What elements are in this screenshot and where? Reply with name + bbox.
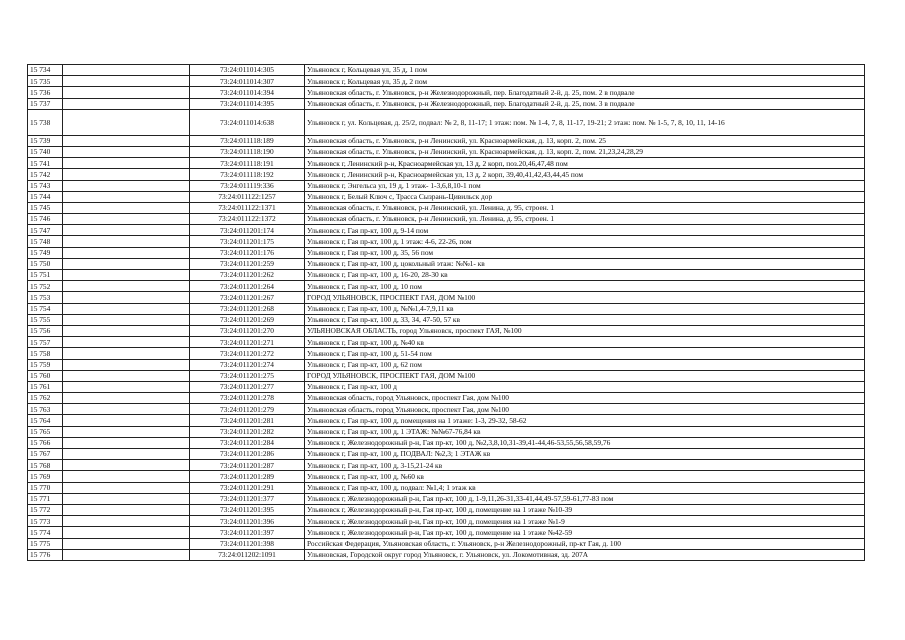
cadastral-number: 73:24:011201:270	[190, 325, 305, 336]
row-number: 15 776	[28, 549, 63, 560]
address: Ульяновск г, Гая пр-кт, 100 д, подвал: №1,4; 1 этаж кв	[305, 482, 865, 493]
empty-cell	[63, 449, 190, 460]
row-number: 15 734	[28, 65, 63, 76]
cadastral-number: 73:24:011201:277	[190, 381, 305, 392]
row-number: 15 761	[28, 381, 63, 392]
empty-cell	[63, 87, 190, 98]
row-number: 15 737	[28, 98, 63, 109]
address: Ульяновск г, Гая пр-кт, 100 д, №40 кв	[305, 337, 865, 348]
address: Ульяновская, Городской округ город Ульяновск, г. Ульяновск, ул. Локомотивная, зд. 207А	[305, 549, 865, 560]
empty-cell	[63, 415, 190, 426]
table-row	[28, 482, 865, 493]
cadastral-number: 73:24:011122:1371	[190, 202, 305, 213]
empty-cell	[63, 426, 190, 437]
row-number: 15 759	[28, 359, 63, 370]
table-row	[28, 381, 865, 392]
address: Российская Федерация, Ульяновская область, г. Ульяновск, р-н Железнодорожный, пр-кт Гая, д. 100	[305, 538, 865, 549]
address: Ульяновск г, Железнодорожный р-н, Гая пр-кт, 100 д, помещение на 1 этаже №10-39	[305, 504, 865, 515]
row-number: 15 767	[28, 449, 63, 460]
table-row	[28, 76, 865, 87]
table-row	[28, 516, 865, 527]
row-number: 15 775	[28, 538, 63, 549]
empty-cell	[63, 98, 190, 109]
empty-cell	[63, 348, 190, 359]
table-row	[28, 426, 865, 437]
empty-cell	[63, 76, 190, 87]
cadastral-number: 73:24:011201:281	[190, 415, 305, 426]
empty-cell	[63, 337, 190, 348]
cadastral-number: 73:24:011201:272	[190, 348, 305, 359]
row-number: 15 743	[28, 180, 63, 191]
row-number: 15 741	[28, 158, 63, 169]
empty-cell	[63, 325, 190, 336]
empty-cell	[63, 314, 190, 325]
address: ГОРОД УЛЬЯНОВСК, ПРОСПЕКТ ГАЯ, ДОМ №100	[305, 292, 865, 303]
row-number: 15 765	[28, 426, 63, 437]
table-row	[28, 258, 865, 269]
address: Ульяновск г, Гая пр-кт, 100 д, помещения на 1 этаже: 1-3, 29-32, 58-62	[305, 415, 865, 426]
cadastral-number: 73:24:011201:274	[190, 359, 305, 370]
table-row	[28, 393, 865, 404]
row-number: 15 742	[28, 169, 63, 180]
table-row	[28, 292, 865, 303]
cadastral-number: 73:24:011118:191	[190, 158, 305, 169]
table-row	[28, 281, 865, 292]
empty-cell	[63, 460, 190, 471]
address: Ульяновск г, Гая пр-кт, 100 д, 3-15,21-24 кв	[305, 460, 865, 471]
table-row	[28, 303, 865, 314]
empty-cell	[63, 549, 190, 560]
empty-cell	[63, 146, 190, 157]
table-row	[28, 415, 865, 426]
address: Ульяновск г, Железнодорожный р-н, Гая пр-кт, 100 д, №2,3,8,10,31-39,41-44,46-53,55,56,58,59,76	[305, 437, 865, 448]
empty-cell	[63, 158, 190, 169]
row-number: 15 770	[28, 482, 63, 493]
row-number: 15 764	[28, 415, 63, 426]
table-row	[28, 359, 865, 370]
address: Ульяновск г, Гая пр-кт, 100 д, 35, 56 пом	[305, 247, 865, 258]
cadastral-number: 73:24:011201:398	[190, 538, 305, 549]
table-row	[28, 370, 865, 381]
table-row	[28, 247, 865, 258]
table-row	[28, 109, 865, 135]
row-number: 15 749	[28, 247, 63, 258]
table-row	[28, 493, 865, 504]
table-row	[28, 146, 865, 157]
cadastral-number: 73:24:011201:259	[190, 258, 305, 269]
address: Ульяновская область, г. Ульяновск, р-н Ленинский, ул. Красноармейская, д. 13, корп. 2, пом. 25	[305, 135, 865, 146]
address: Ульяновск г, Гая пр-кт, 100 д, 16-20, 28-30 кв	[305, 270, 865, 281]
table-row	[28, 504, 865, 515]
table-row	[28, 471, 865, 482]
address: Ульяновск г, Железнодорожный р-н, Гая пр-кт, 100 д, помещения на 1 этаже №1-9	[305, 516, 865, 527]
table-row	[28, 325, 865, 336]
table-row	[28, 202, 865, 213]
row-number: 15 747	[28, 225, 63, 236]
address: Ульяновск г, Железнодорожный р-н, Гая пр-кт, 100 д, помещение на 1 этаже №42-59	[305, 527, 865, 538]
row-number: 15 738	[28, 109, 63, 135]
empty-cell	[63, 247, 190, 258]
empty-cell	[63, 303, 190, 314]
row-number: 15 774	[28, 527, 63, 538]
cadastral-number: 73:24:011118:190	[190, 146, 305, 157]
row-number: 15 771	[28, 493, 63, 504]
address: Ульяновск г, Ленинский р-н, Красноармейская ул, 13 д, 2 корп, поз.20,46,47,48 пом	[305, 158, 865, 169]
address: Ульяновск г, Кольцевая ул, 35 д, 1 пом	[305, 65, 865, 76]
address: Ульяновская область, г. Ульяновск, р-н Ленинский, ул. Красноармейская, д. 13, корп. 2, пом. 21,23,24,28,29	[305, 146, 865, 157]
empty-cell	[63, 471, 190, 482]
empty-cell	[63, 359, 190, 370]
cadastral-number: 73:24:011201:269	[190, 314, 305, 325]
row-number: 15 744	[28, 191, 63, 202]
cadastral-number: 73:24:011201:395	[190, 504, 305, 515]
cadastral-number: 73:24:011201:282	[190, 426, 305, 437]
address: Ульяновск г, Гая пр-кт, 100 д	[305, 381, 865, 392]
empty-cell	[63, 504, 190, 515]
address: Ульяновск г, Энгельса ул, 19 д, 1 этаж- 1-3,6,8,10-1 пом	[305, 180, 865, 191]
cadastral-number: 73:24:011118:189	[190, 135, 305, 146]
table-row	[28, 214, 865, 225]
address: Ульяновск г, Гая пр-кт, 100 д, 10 пом	[305, 281, 865, 292]
cadastral-number: 73:24:011201:278	[190, 393, 305, 404]
cadastral-number: 73:24:011201:279	[190, 404, 305, 415]
cadastral-number: 73:24:011201:377	[190, 493, 305, 504]
address: Ульяновск г, Кольцевая ул, 35 д, 2 пом	[305, 76, 865, 87]
cadastral-number: 73:24:011014:394	[190, 87, 305, 98]
row-number: 15 746	[28, 214, 63, 225]
cadastral-number: 73:24:011201:176	[190, 247, 305, 258]
row-number: 15 757	[28, 337, 63, 348]
row-number: 15 762	[28, 393, 63, 404]
address: Ульяновск г, Ленинский р-н, Красноармейская ул, 13 д, 2 корп, 39,40,41,42,43,44,45 пом	[305, 169, 865, 180]
cadastral-number: 73:24:011201:397	[190, 527, 305, 538]
empty-cell	[63, 482, 190, 493]
table-row	[28, 98, 865, 109]
row-number: 15 768	[28, 460, 63, 471]
empty-cell	[63, 191, 190, 202]
empty-cell	[63, 65, 190, 76]
cadastral-number: 73:24:011201:287	[190, 460, 305, 471]
row-number: 15 754	[28, 303, 63, 314]
row-number: 15 753	[28, 292, 63, 303]
cadastral-number: 73:24:011014:305	[190, 65, 305, 76]
address: Ульяновск г, Гая пр-кт, 100 д, 1 ЭТАЖ: №№67-76,84 кв	[305, 426, 865, 437]
empty-cell	[63, 493, 190, 504]
table-row	[28, 65, 865, 76]
row-number: 15 739	[28, 135, 63, 146]
address: Ульяновск г, ул. Кольцевая, д. 25/2, подвал: № 2, 8, 11-17; 1 этаж: пом. № 1-4, 7, 8, 11-17, 19-21; 2 этаж: пом. № 1-5, 7, 8, 10, 11, 14-16	[305, 109, 865, 135]
empty-cell	[63, 236, 190, 247]
empty-cell	[63, 180, 190, 191]
table-row	[28, 169, 865, 180]
empty-cell	[63, 404, 190, 415]
empty-cell	[63, 109, 190, 135]
address: ГОРОД УЛЬЯНОВСК, ПРОСПЕКТ ГАЯ, ДОМ №100	[305, 370, 865, 381]
cadastral-number: 73:24:011201:262	[190, 270, 305, 281]
address: Ульяновск г, Гая пр-кт, 100 д, 9-14 пом	[305, 225, 865, 236]
cadastral-number: 73:24:011119:336	[190, 180, 305, 191]
row-number: 15 736	[28, 87, 63, 98]
empty-cell	[63, 281, 190, 292]
table-row	[28, 180, 865, 191]
row-number: 15 772	[28, 504, 63, 515]
empty-cell	[63, 538, 190, 549]
row-number: 15 773	[28, 516, 63, 527]
cadastral-number: 73:24:011201:264	[190, 281, 305, 292]
empty-cell	[63, 516, 190, 527]
table-row	[28, 191, 865, 202]
row-number: 15 752	[28, 281, 63, 292]
address: Ульяновская область, г. Ульяновск, р-н Ленинский, ул. Ленина, д. 95, строен. 1	[305, 214, 865, 225]
row-number: 15 756	[28, 325, 63, 336]
address: Ульяновск г, Гая пр-кт, 100 д, №60 кв	[305, 471, 865, 482]
table-row	[28, 236, 865, 247]
table-row	[28, 437, 865, 448]
cadastral-number: 73:24:011201:267	[190, 292, 305, 303]
empty-cell	[63, 214, 190, 225]
cadastral-number: 73:24:011201:175	[190, 236, 305, 247]
row-number: 15 735	[28, 76, 63, 87]
address: Ульяновск г, Белый Ключ с, Трасса Сызрань-Цивильск дор	[305, 191, 865, 202]
cadastral-number: 73:24:011201:271	[190, 337, 305, 348]
table-row	[28, 348, 865, 359]
property-register-table	[27, 64, 865, 561]
cadastral-number: 73:24:011201:396	[190, 516, 305, 527]
empty-cell	[63, 437, 190, 448]
row-number: 15 751	[28, 270, 63, 281]
address: Ульяновская область, город Ульяновск, проспект Гая, дом №100	[305, 404, 865, 415]
empty-cell	[63, 225, 190, 236]
empty-cell	[63, 169, 190, 180]
table-row	[28, 87, 865, 98]
cadastral-number: 73:24:011014:638	[190, 109, 305, 135]
cadastral-number: 73:24:011202:1091	[190, 549, 305, 560]
cadastral-number: 73:24:011201:291	[190, 482, 305, 493]
table-row	[28, 158, 865, 169]
address: Ульяновск г, Гая пр-кт, 100 д, ПОДВАЛ: №2,3; 1 ЭТАЖ кв	[305, 449, 865, 460]
cadastral-number: 73:24:011122:1372	[190, 214, 305, 225]
row-number: 15 766	[28, 437, 63, 448]
table-row	[28, 270, 865, 281]
row-number: 15 760	[28, 370, 63, 381]
empty-cell	[63, 292, 190, 303]
table-row	[28, 460, 865, 471]
address: Ульяновская область, г. Ульяновск, р-н Ленинский, ул. Ленина, д. 95, строен. 1	[305, 202, 865, 213]
cadastral-number: 73:24:011201:275	[190, 370, 305, 381]
empty-cell	[63, 527, 190, 538]
address: Ульяновск г, Гая пр-кт, 100 д, 33, 34, 47-50, 57 кв	[305, 314, 865, 325]
row-number: 15 750	[28, 258, 63, 269]
cadastral-number: 73:24:011201:289	[190, 471, 305, 482]
empty-cell	[63, 258, 190, 269]
address: Ульяновск г, Гая пр-кт, 100 д, 1 этаж: 4-6, 22-26, пом	[305, 236, 865, 247]
table-row	[28, 337, 865, 348]
table-row	[28, 314, 865, 325]
empty-cell	[63, 393, 190, 404]
cadastral-number: 73:24:011201:268	[190, 303, 305, 314]
row-number: 15 755	[28, 314, 63, 325]
table-row	[28, 538, 865, 549]
cadastral-number: 73:24:011201:286	[190, 449, 305, 460]
address: Ульяновск г, Гая пр-кт, 100 д, 51-54 пом	[305, 348, 865, 359]
empty-cell	[63, 135, 190, 146]
empty-cell	[63, 202, 190, 213]
table-row	[28, 449, 865, 460]
row-number: 15 758	[28, 348, 63, 359]
address: УЛЬЯНОВСКАЯ ОБЛАСТЬ, город Ульяновск, проспект ГАЯ, №100	[305, 325, 865, 336]
table-row	[28, 527, 865, 538]
address: Ульяновск г, Железнодорожный р-н, Гая пр-кт, 100 д, 1-9,11,26-31,33-41,44,49-57,59-61,77-83 пом	[305, 493, 865, 504]
cadastral-number: 73:24:011201:284	[190, 437, 305, 448]
table-row	[28, 549, 865, 560]
address: Ульяновск г, Гая пр-кт, 100 д, цокольный этаж: №№1- кв	[305, 258, 865, 269]
address: Ульяновск г, Гая пр-кт, 100 д, 62 пом	[305, 359, 865, 370]
row-number: 15 763	[28, 404, 63, 415]
row-number: 15 748	[28, 236, 63, 247]
cadastral-number: 73:24:011122:1257	[190, 191, 305, 202]
cadastral-number: 73:24:011014:395	[190, 98, 305, 109]
cadastral-number: 73:24:011118:192	[190, 169, 305, 180]
row-number: 15 745	[28, 202, 63, 213]
cadastral-number: 73:24:011014:307	[190, 76, 305, 87]
empty-cell	[63, 370, 190, 381]
table-row	[28, 225, 865, 236]
row-number: 15 769	[28, 471, 63, 482]
empty-cell	[63, 270, 190, 281]
cadastral-number: 73:24:011201:174	[190, 225, 305, 236]
address: Ульяновская область, г. Ульяновск, р-н Железнодорожный, пер. Благодатный 2-й, д. 25, пом. 3 в подвале	[305, 98, 865, 109]
address: Ульяновская область, г. Ульяновск, р-н Железнодорожный, пер. Благодатный 2-й, д. 25, пом. 2 в подвале	[305, 87, 865, 98]
row-number: 15 740	[28, 146, 63, 157]
address: Ульяновская область, город Ульяновск, проспект Гая, дом №100	[305, 393, 865, 404]
table-row	[28, 135, 865, 146]
empty-cell	[63, 381, 190, 392]
address: Ульяновск г, Гая пр-кт, 100 д, №№1,4-7,9,11 кв	[305, 303, 865, 314]
table-row	[28, 404, 865, 415]
register-body	[28, 65, 865, 561]
